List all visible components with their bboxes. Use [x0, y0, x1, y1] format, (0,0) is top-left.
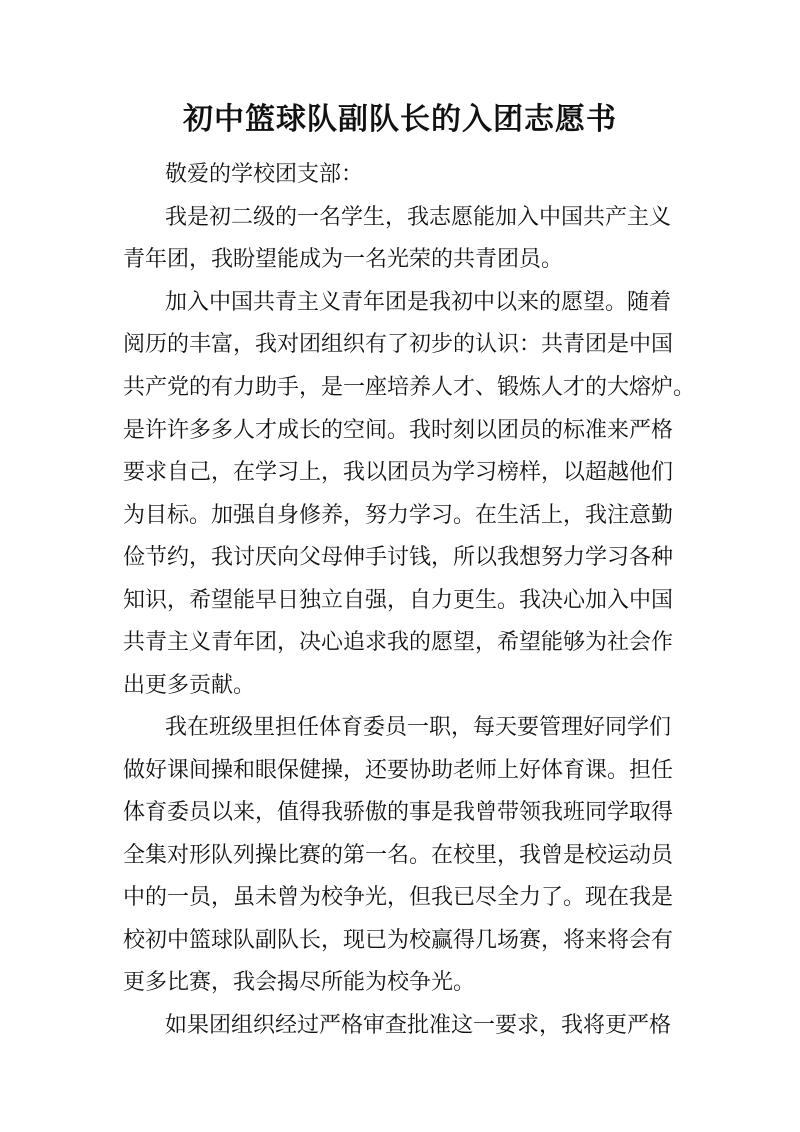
paragraph-line: 为目标。加强自身修养，努力学习。在生活上，我注意勤: [123, 503, 674, 528]
paragraph-line: 全集对形队列操比赛的第一名。在校里，我曾是校运动员: [123, 843, 674, 868]
paragraph-line: 加入中国共青主义青年团是我初中以来的愿望。随着: [165, 290, 672, 315]
page-title: 初中篮球队副队长的入团志愿书: [183, 102, 617, 137]
paragraph-line: 我在班级里担任体育委员一职，每天要管理好同学们: [165, 715, 672, 740]
paragraph-line: 体育委员以来，值得我骄傲的事是我曾带领我班同学取得: [123, 800, 674, 825]
paragraph-line: 共产党的有力助手，是一座培养人才、锻炼人才的大熔炉。: [123, 375, 696, 400]
paragraph-line: 校初中篮球队副队长，现已为校赢得几场赛，将来将会有: [123, 928, 674, 953]
paragraph-line: 知识，希望能早日独立自强，自力更生。我决心加入中国: [123, 588, 674, 613]
paragraph-line: 如果团组织经过严格审查批准这一要求，我将更严格: [165, 1013, 672, 1038]
paragraph-line: 做好课间操和眼保健操，还要协助老师上好体育课。担任: [123, 758, 674, 783]
paragraph-line: 中的一员，虽未曾为校争光，但我已尽全力了。现在我是: [123, 885, 674, 910]
salutation: 敬爱的学校团支部：: [165, 162, 364, 187]
paragraph-line: 要求自己，在学习上，我以团员为学习榜样，以超越他们: [123, 460, 674, 485]
paragraph-line: 出更多贡献。: [123, 673, 256, 698]
paragraph-line: 阅历的丰富，我对团组织有了初步的认识：共青团是中国: [123, 332, 674, 357]
paragraph-line: 是许许多多人才成长的空间。我时刻以团员的标准来严格: [123, 418, 674, 443]
paragraph-line: 我是初二级的一名学生，我志愿能加入中国共产主义: [165, 205, 672, 230]
paragraph-line: 青年团，我盼望能成为一名光荣的共青团员。: [123, 247, 564, 272]
paragraph-line: 更多比赛，我会揭尽所能为校争光。: [123, 970, 476, 995]
paragraph-line: 俭节约，我讨厌向父母伸手讨钱，所以我想努力学习各种: [123, 545, 674, 570]
paragraph-line: 共青主义青年团，决心追求我的愿望，希望能够为社会作: [123, 630, 674, 655]
